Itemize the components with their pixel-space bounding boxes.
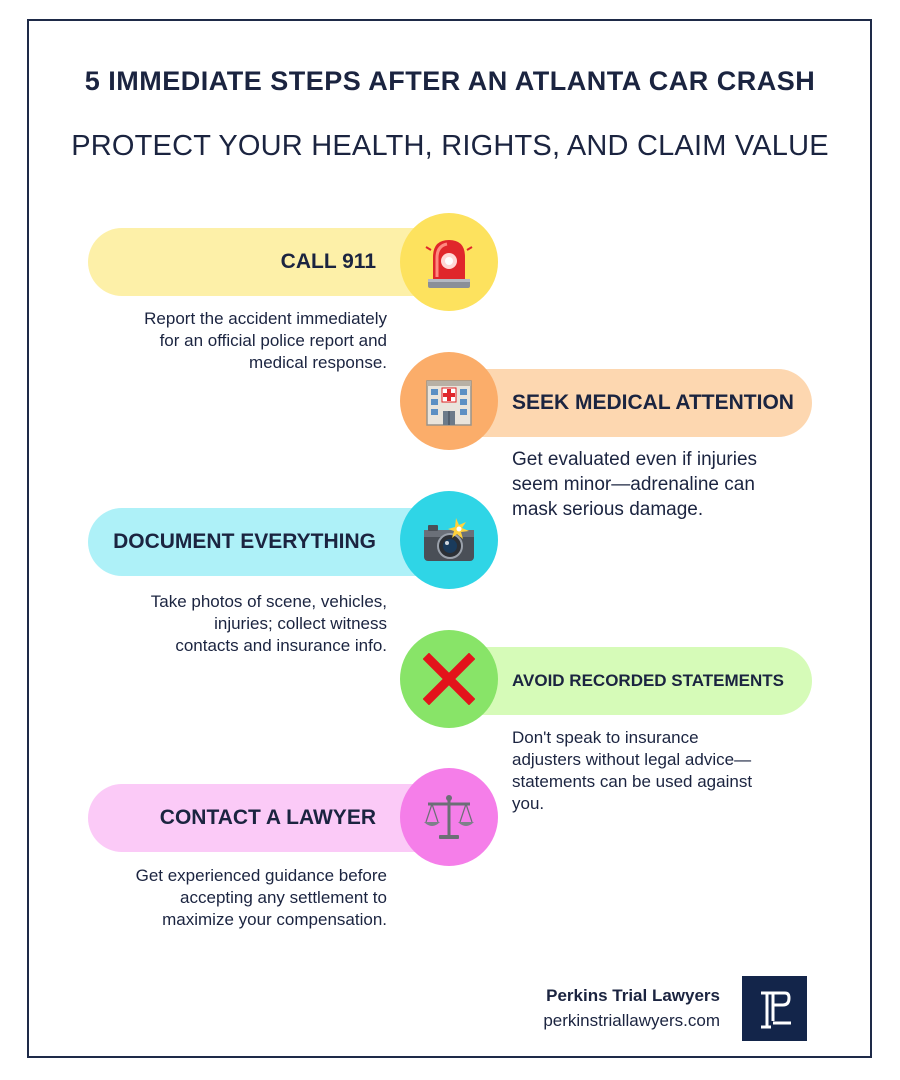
step-1-description-line: for an official police report and <box>159 331 387 350</box>
balance-scale-icon <box>422 792 476 842</box>
step-4-circle <box>400 630 498 728</box>
firm-website-link[interactable]: perkinstriallawyers.com <box>543 1011 720 1030</box>
police-siren-icon <box>425 235 473 289</box>
page-title: 5 IMMEDIATE STEPS AFTER AN ATLANTA CAR CRASH <box>84 66 816 96</box>
firm-monogram-icon <box>751 985 799 1033</box>
camera-flash-icon <box>422 516 476 564</box>
step-1-label: CALL 911 <box>280 250 376 273</box>
step-5-label: CONTACT A LAWYER <box>159 806 376 829</box>
step-3-description-line: injuries; collect witness <box>214 614 387 633</box>
step-4-description-line: adjusters without legal advice— <box>512 750 752 769</box>
step-2-description <box>512 447 797 522</box>
step-3-label: DOCUMENT EVERYTHING <box>113 530 376 553</box>
step-5-description-line: maximize your compensation. <box>162 910 387 929</box>
step-2-description-line: mask serious damage. <box>512 499 704 520</box>
step-3-description-line: contacts and insurance info. <box>175 636 387 655</box>
step-2-circle <box>400 352 498 450</box>
step-3-description <box>100 591 387 657</box>
firm-logo <box>742 976 807 1041</box>
step-3-description-line: Take photos of scene, vehicles, <box>150 592 387 611</box>
step-2-description-line: seem minor—adrenaline can <box>512 474 755 495</box>
cross-mark-icon <box>423 653 475 705</box>
step-2-description-line: Get evaluated even if injuries <box>512 449 758 470</box>
step-4-description-line: you. <box>512 794 545 813</box>
step-5-description <box>100 865 387 931</box>
step-4-description-line: Don't speak to insurance <box>512 728 699 747</box>
step-1-description <box>100 308 387 374</box>
step-5-description-line: accepting any settlement to <box>180 888 387 907</box>
step-3-circle <box>400 491 498 589</box>
step-2-label: SEEK MEDICAL ATTENTION <box>512 391 794 414</box>
step-1-description-line: medical response. <box>249 353 387 372</box>
step-4-label: AVOID RECORDED STATEMENTS <box>512 671 785 690</box>
step-5-circle <box>400 768 498 866</box>
firm-name: Perkins Trial Lawyers <box>546 986 720 1005</box>
page-subtitle: PROTECT YOUR HEALTH, RIGHTS, AND CLAIM VALUE <box>71 130 829 162</box>
step-4-description-line: statements can be used against <box>512 772 753 791</box>
step-1-circle <box>400 213 498 311</box>
step-4-description <box>512 727 797 815</box>
hospital-icon <box>423 375 475 427</box>
step-1-description-line: Report the accident immediately <box>144 309 387 328</box>
step-5-description-line: Get experienced guidance before <box>135 866 387 885</box>
